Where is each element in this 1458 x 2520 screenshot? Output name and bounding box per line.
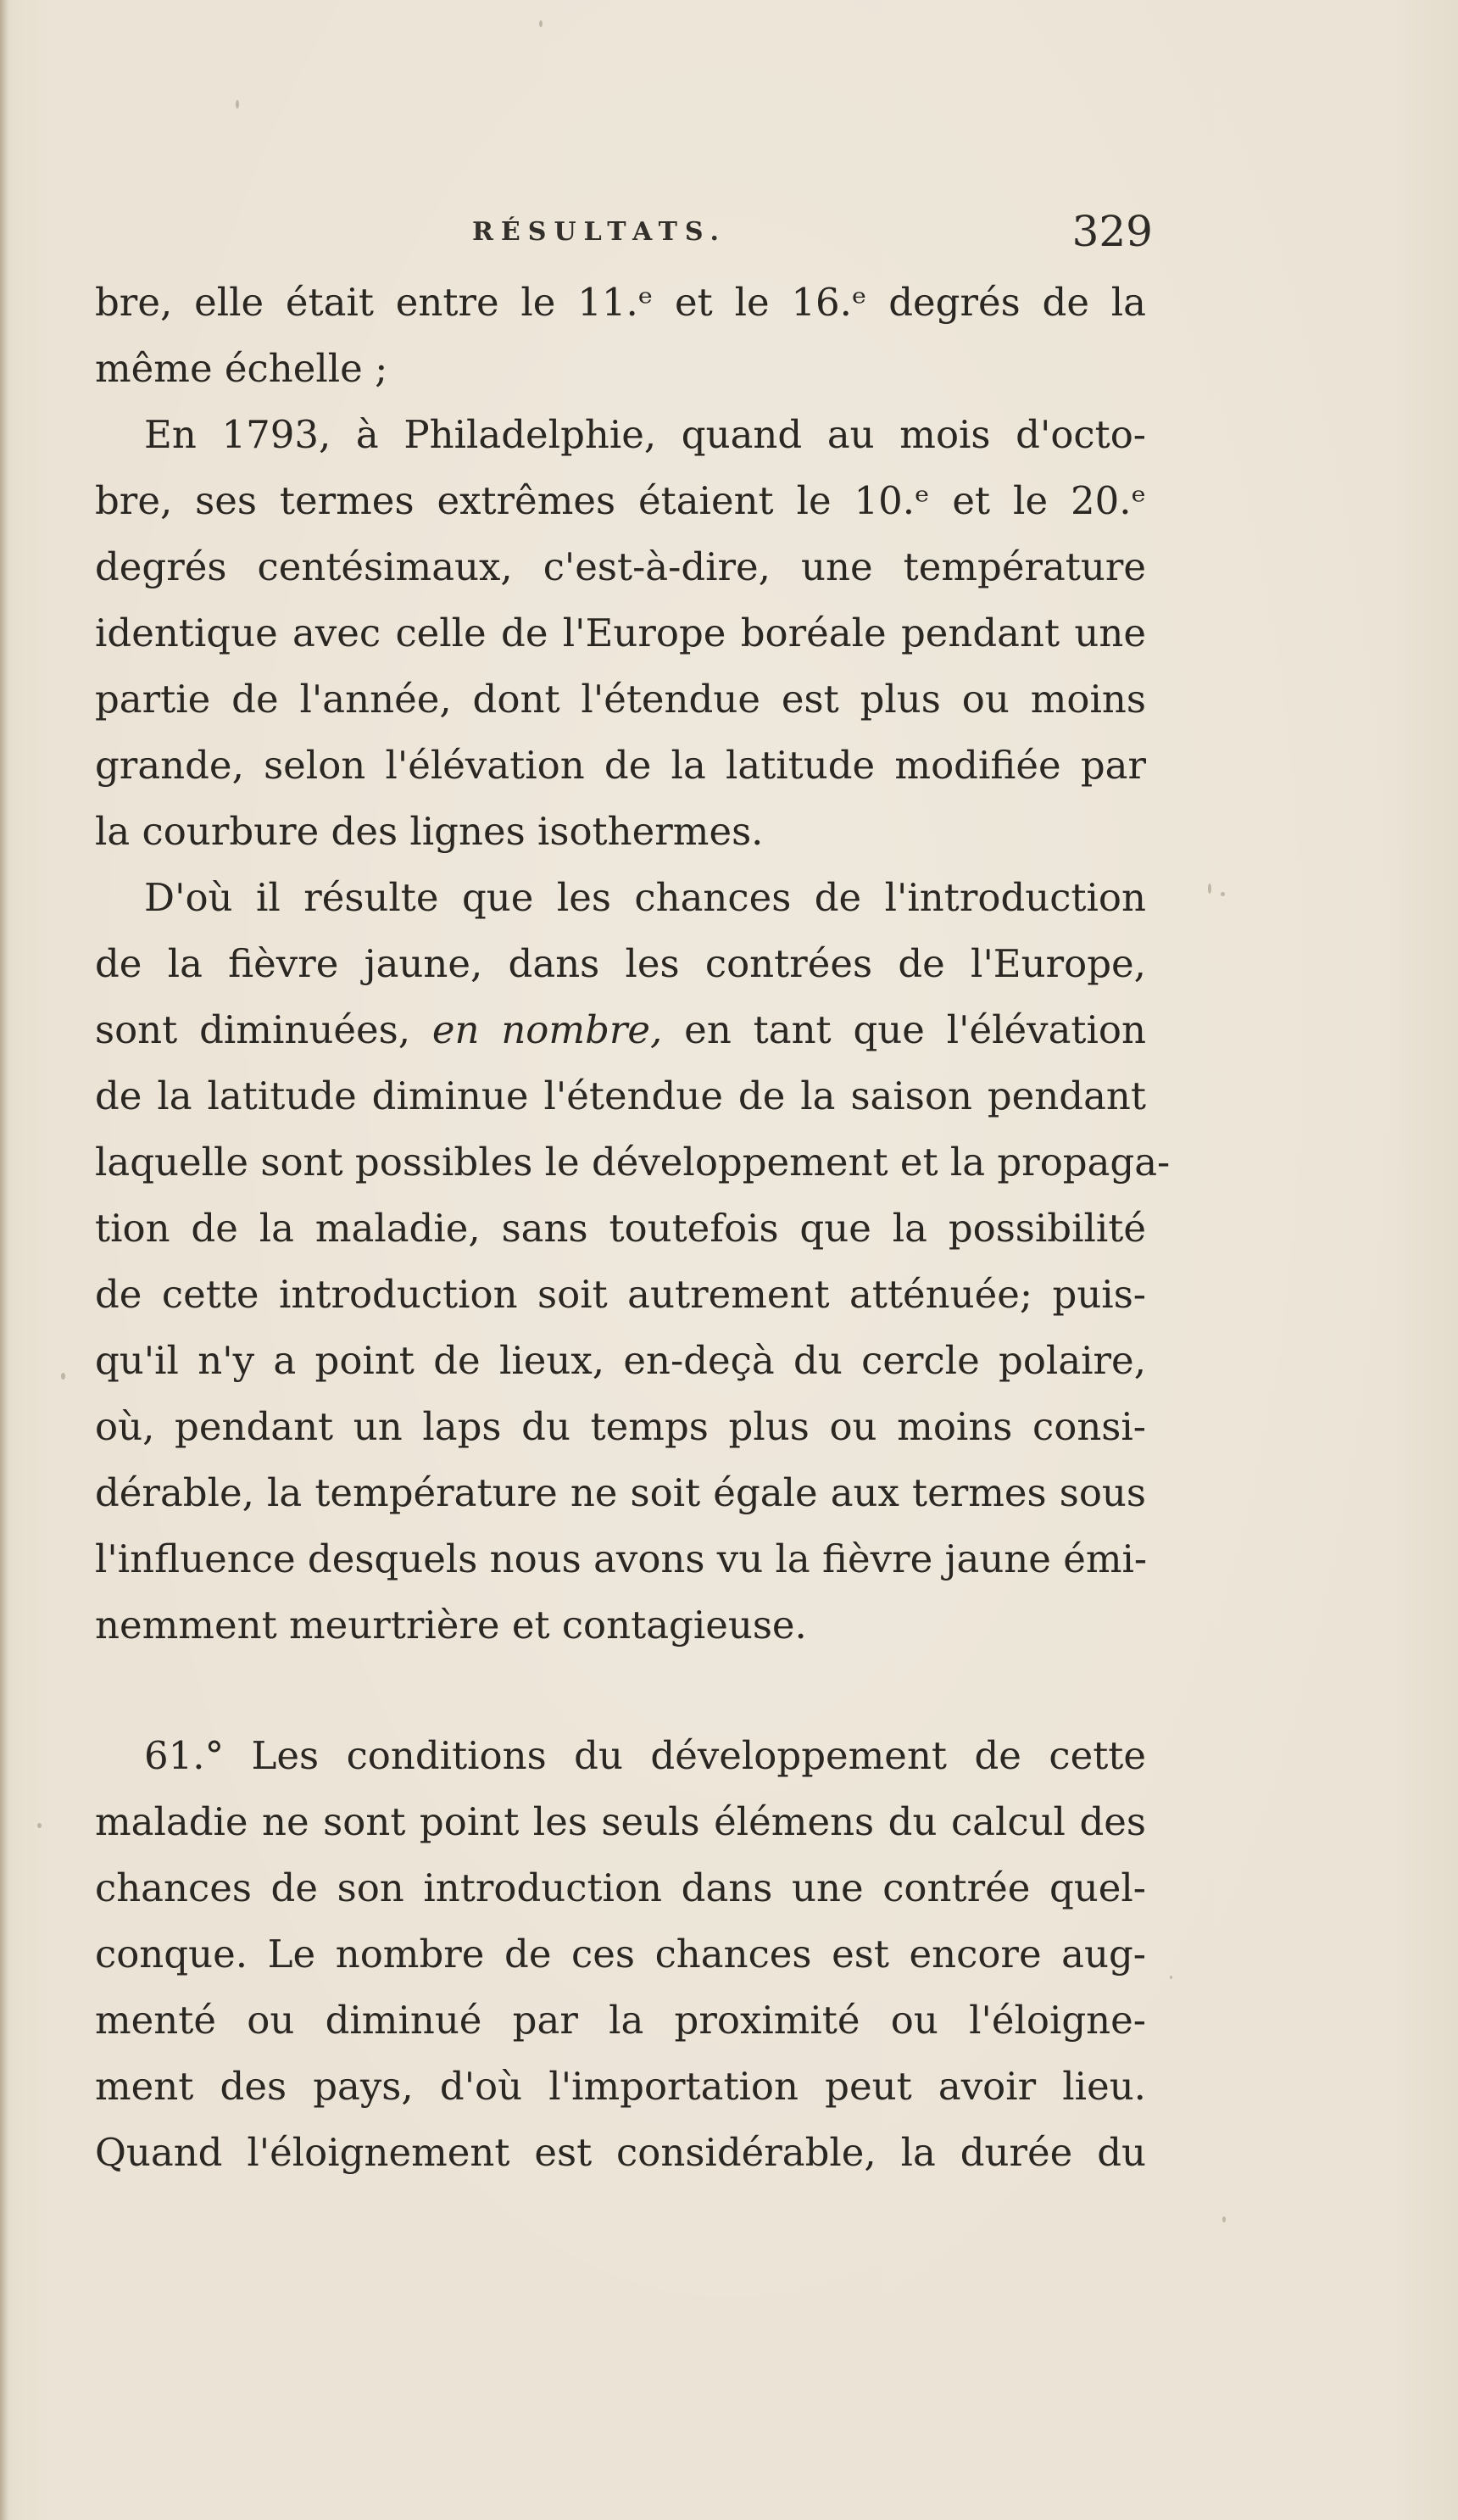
paragraph — [95, 865, 1171, 1659]
page-number: 329 — [1071, 207, 1153, 256]
text-line: conque. Le nombre de ces chances est encore aug- — [95, 1932, 1146, 1976]
text-line: qu'il n'y a point de lieux, en-deçà du cercle polaire, — [95, 1338, 1146, 1383]
paragraph — [95, 270, 1146, 402]
text-line: ment des pays, d'où l'importation peut avoir lieu. — [95, 2064, 1146, 2109]
paper-speck — [539, 20, 543, 27]
text-line: chances de son introduction dans une contrée quel- — [95, 1865, 1146, 1910]
text-line: degrés centésimaux, c'est-à-dire, une température — [95, 544, 1146, 589]
text-line: D'où il résulte que les chances de l'introduction — [144, 875, 1146, 920]
text-line: de la latitude diminue l'étendue de la saison pendant — [95, 1073, 1146, 1118]
paper-speck — [1221, 892, 1225, 896]
paper-speck — [1208, 884, 1211, 894]
text-line: Quand l'éloignement est considérable, la durée du — [95, 2130, 1146, 2175]
paragraph — [95, 1723, 1146, 2186]
text-line: partie de l'année, dont l'étendue est plus ou moins — [95, 677, 1146, 722]
paper-speck — [1222, 2216, 1226, 2222]
text-segment: en tant que l'élévation — [662, 1007, 1146, 1052]
text-line: menté ou diminué par la proximité ou l'éloigne- — [95, 1998, 1146, 2043]
text-line: l'influence desquels nous avons vu la fièvre jaune émi- — [95, 1536, 1148, 1581]
text-line: bre, elle était entre le 11.ᵉ et le 16.ᵉ degrés de la — [95, 280, 1146, 325]
text-line-with-emphasis — [95, 997, 1146, 1063]
paper-speck — [37, 1823, 42, 1828]
text-line: identique avec celle de l'Europe boréale pendant une — [95, 610, 1146, 655]
text-line: En 1793, à Philadelphie, quand au mois d'octo- — [144, 412, 1146, 457]
text-line: maladie ne sont point les seuls élémens du calcul des — [95, 1799, 1146, 1844]
text-line: même échelle ; — [95, 346, 388, 391]
text-line: nemment meurtrière et contagieuse. — [95, 1603, 807, 1647]
emphasis-text: en nombre, — [431, 1007, 663, 1052]
running-head: RÉSULTATS. — [472, 217, 726, 247]
text-line: de cette introduction soit autrement atténuée; puis- — [95, 1272, 1146, 1317]
text-line: laquelle sont possibles le développement et la propaga- — [95, 1140, 1171, 1185]
text-line: bre, ses termes extrêmes étaient le 10.ᵉ et le 20.ᵉ — [95, 478, 1146, 523]
paper-speck — [1170, 1976, 1172, 1979]
text-line: de la fièvre jaune, dans les contrées de l'Europe, — [95, 941, 1146, 986]
paper-speck — [61, 1373, 65, 1380]
text-line: la courbure des lignes isothermes. — [95, 809, 764, 854]
text-line: 61.° Les conditions du développement de cette — [144, 1733, 1146, 1778]
body-text — [95, 270, 1171, 2186]
text-line: tion de la maladie, sans toutefois que la possibilité — [95, 1206, 1146, 1251]
text-segment: sont diminuées, — [95, 1007, 432, 1052]
text-line: où, pendant un laps du temps plus ou moins consi- — [95, 1404, 1146, 1449]
page-header — [95, 202, 1153, 270]
paper-speck — [236, 100, 239, 109]
section-gap — [95, 1659, 1146, 1723]
text-line: grande, selon l'élévation de la latitude modifiée par — [95, 743, 1146, 788]
paragraph — [95, 402, 1146, 865]
text-line: dérable, la température ne soit égale aux termes sous — [95, 1470, 1146, 1515]
gutter-shadow — [0, 0, 8, 2520]
